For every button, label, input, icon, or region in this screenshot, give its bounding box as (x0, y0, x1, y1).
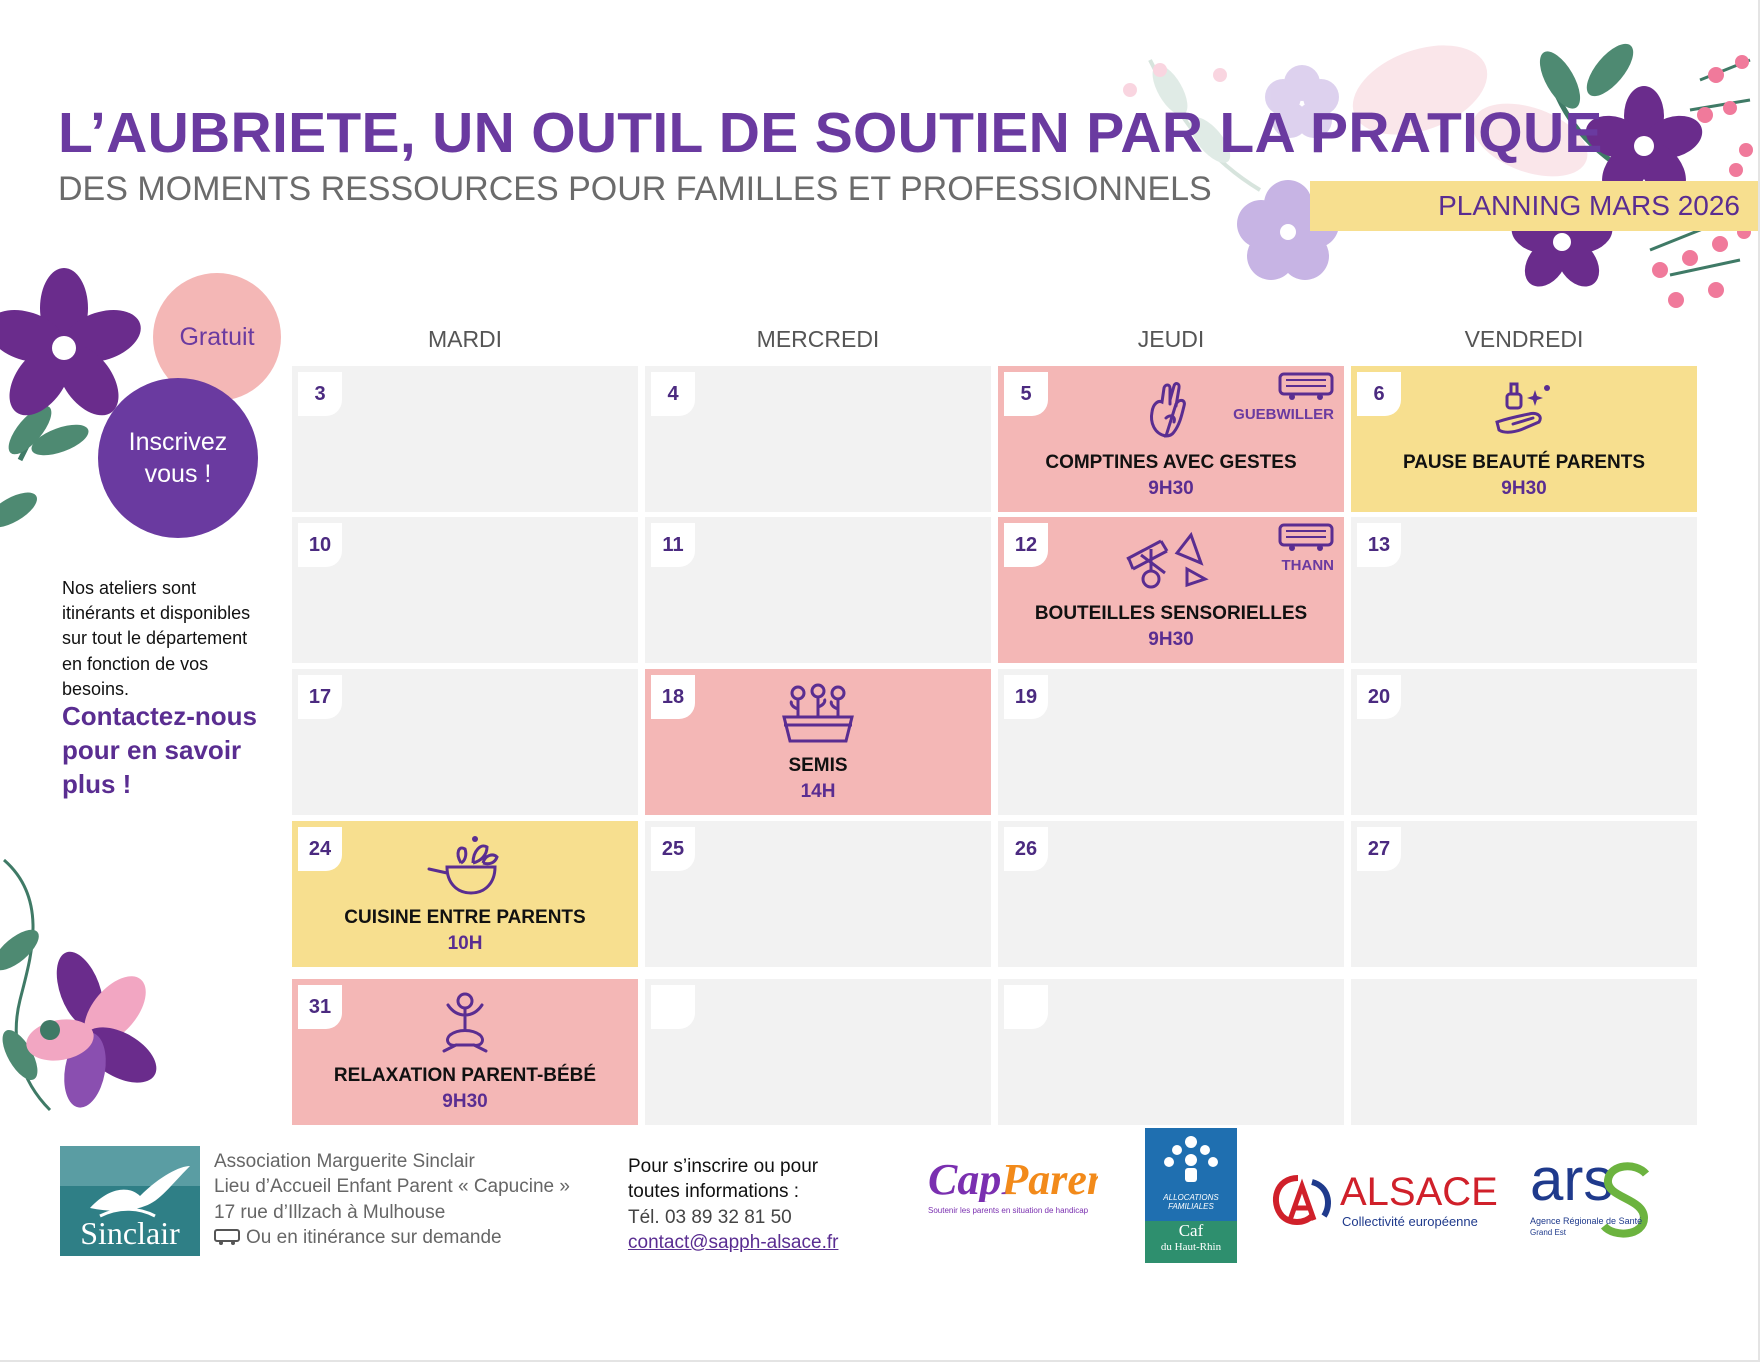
bus-icon (214, 1229, 240, 1245)
calendar-event-cell (292, 979, 638, 1125)
free-badge: Gratuit (153, 273, 281, 401)
info-text: Nos ateliers sont itinérants et disponibles sur tout le département en fonction de vos besoins. (62, 578, 251, 699)
calendar-day-cell (1351, 979, 1697, 1125)
address-line: Ou en itinérance sur demande (246, 1226, 502, 1248)
calendar-event-cell (292, 821, 638, 967)
caf-region: du Haut-Rhin (1160, 1241, 1222, 1253)
address-line: Association Marguerite Sinclair (214, 1151, 475, 1172)
footer-address (214, 1149, 570, 1250)
calendar-day-cell (645, 366, 991, 512)
calendar-day-cell (292, 669, 638, 815)
caf-logo (1145, 1128, 1237, 1263)
calendar-event-cell (998, 366, 1344, 512)
event-title: RELAXATION PARENT-BÉBÉ (333, 1065, 597, 1086)
address-line: 17 rue d’Illzach à Mulhouse (214, 1201, 446, 1223)
day-number: 31 (298, 985, 342, 1029)
day-number: 13 (1357, 523, 1401, 567)
day-header: MARDI (427, 326, 503, 352)
calendar-day-cell (1351, 821, 1697, 967)
event-title: SEMIS (788, 755, 848, 776)
bird-icon (60, 1146, 200, 1226)
calendar-day-cell (645, 979, 991, 1125)
planning-month-label: PLANNING MARS 2026 (1310, 181, 1758, 231)
capparents-tagline: Soutenir les parents en situation de handicap (928, 1206, 1089, 1215)
day-number: 3 (298, 372, 342, 416)
hand-gesture-icon (1136, 378, 1206, 444)
day-number: 24 (298, 827, 342, 871)
ars-region: Grand Est (1530, 1228, 1567, 1237)
event-title: PAUSE BEAUTÉ PARENTS (1402, 452, 1646, 473)
calendar-day-cell (292, 517, 638, 663)
ars-logo (1530, 1146, 1670, 1250)
calendar-day-cell (292, 366, 638, 512)
location-label: THANN (1281, 557, 1334, 574)
day-number: 20 (1357, 675, 1401, 719)
calendar-day-cell (645, 517, 991, 663)
cooking-pan-icon (425, 833, 505, 899)
bus-icon (1278, 523, 1334, 553)
contact-line: toutes informations : (628, 1181, 800, 1203)
calendar-day-cell (998, 669, 1344, 815)
event-time: 14H (800, 781, 836, 802)
sinclair-logo (60, 1146, 200, 1256)
caf-top-text: ALLOCATIONS FAMILIALES (1163, 1193, 1219, 1211)
calendar-event-cell (998, 517, 1344, 663)
day-number: 18 (651, 675, 695, 719)
event-time: 9H30 (1148, 478, 1194, 499)
bus-icon (1278, 372, 1334, 402)
page-title: L’AUBRIETE, UN OUTIL DE SOUTIEN PAR LA PRATIQUE (58, 101, 1603, 165)
event-title: BOUTEILLES SENSORIELLES (1034, 603, 1308, 624)
address-line: Lieu d’Accueil Enfant Parent « Capucine » (214, 1176, 570, 1198)
caf-name: Caf (1178, 1221, 1204, 1240)
contact-cta: Contactez-nous pour en savoir plus ! (62, 701, 257, 799)
alsace-emblem-icon (1268, 1172, 1336, 1228)
day-number: 17 (298, 675, 342, 719)
sinclair-logo-text: Sinclair (80, 1215, 180, 1251)
event-time: 10H (447, 933, 483, 954)
sensory-toys-icon (1121, 529, 1221, 595)
day-number: 27 (1357, 827, 1401, 871)
day-number: 26 (1004, 827, 1048, 871)
footer-contact (628, 1154, 838, 1255)
day-number: 6 (1357, 372, 1401, 416)
alsace-logo (1268, 1170, 1498, 1232)
day-header: MERCREDI (756, 326, 880, 352)
day-number: 11 (651, 523, 695, 567)
event-time: 9H30 (442, 1091, 488, 1112)
day-number: 12 (1004, 523, 1048, 567)
page-subtitle: DES MOMENTS RESSOURCES POUR FAMILLES ET PROFESSIONNELS (58, 170, 1212, 208)
register-badge-text: Inscrivez vous ! (128, 427, 228, 488)
caf-people-icon (1145, 1128, 1237, 1188)
alsace-tagline: Collectivité européenne (1342, 1214, 1478, 1229)
capparents-logo-text: CapParents (928, 1155, 1141, 1204)
event-title: COMPTINES AVEC GESTES (1045, 452, 1297, 473)
contact-line: Pour s’inscrire ou pour (628, 1156, 819, 1177)
phone-number: Tél. 03 89 32 81 50 (628, 1206, 792, 1228)
location-tag (1233, 372, 1334, 423)
day-number: 4 (651, 372, 695, 416)
email-link[interactable]: contact@sapph-alsace.fr (628, 1231, 839, 1253)
day-number: 19 (1004, 675, 1048, 719)
event-time: 9H30 (1501, 478, 1547, 499)
capparents-logo (928, 1155, 1141, 1228)
location-label: GUEBWILLER (1233, 406, 1334, 423)
address-line-travel (214, 1225, 570, 1250)
event-title: CUISINE ENTRE PARENTS (344, 907, 586, 928)
ars-logo-text: ars (1530, 1146, 1614, 1213)
day-header: VENDREDI (1464, 326, 1584, 352)
day-header: JEUDI (1137, 326, 1205, 352)
ars-tagline: Agence Régionale de Santé (1530, 1216, 1643, 1226)
calendar-event-cell (1351, 366, 1697, 512)
register-badge (98, 378, 258, 538)
alsace-logo-text: ALSACE (1340, 1170, 1498, 1214)
calendar-day-cell (1351, 517, 1697, 663)
calendar-day-cell (1351, 669, 1697, 815)
day-number: 5 (1004, 372, 1048, 416)
nail-polish-icon (1489, 378, 1559, 444)
flower-pot-icon (778, 681, 858, 747)
calendar-day-cell (998, 821, 1344, 967)
day-number: 10 (298, 523, 342, 567)
day-number (1004, 985, 1048, 1029)
ars-s-icon (1596, 1162, 1656, 1242)
calendar-day-cell (998, 979, 1344, 1125)
calendar-event-cell (645, 669, 991, 815)
day-number: 25 (651, 827, 695, 871)
location-tag (1278, 523, 1334, 574)
day-number (651, 985, 695, 1029)
calendar-day-cell (645, 821, 991, 967)
event-time: 9H30 (1148, 629, 1194, 650)
meditation-icon (430, 991, 500, 1057)
